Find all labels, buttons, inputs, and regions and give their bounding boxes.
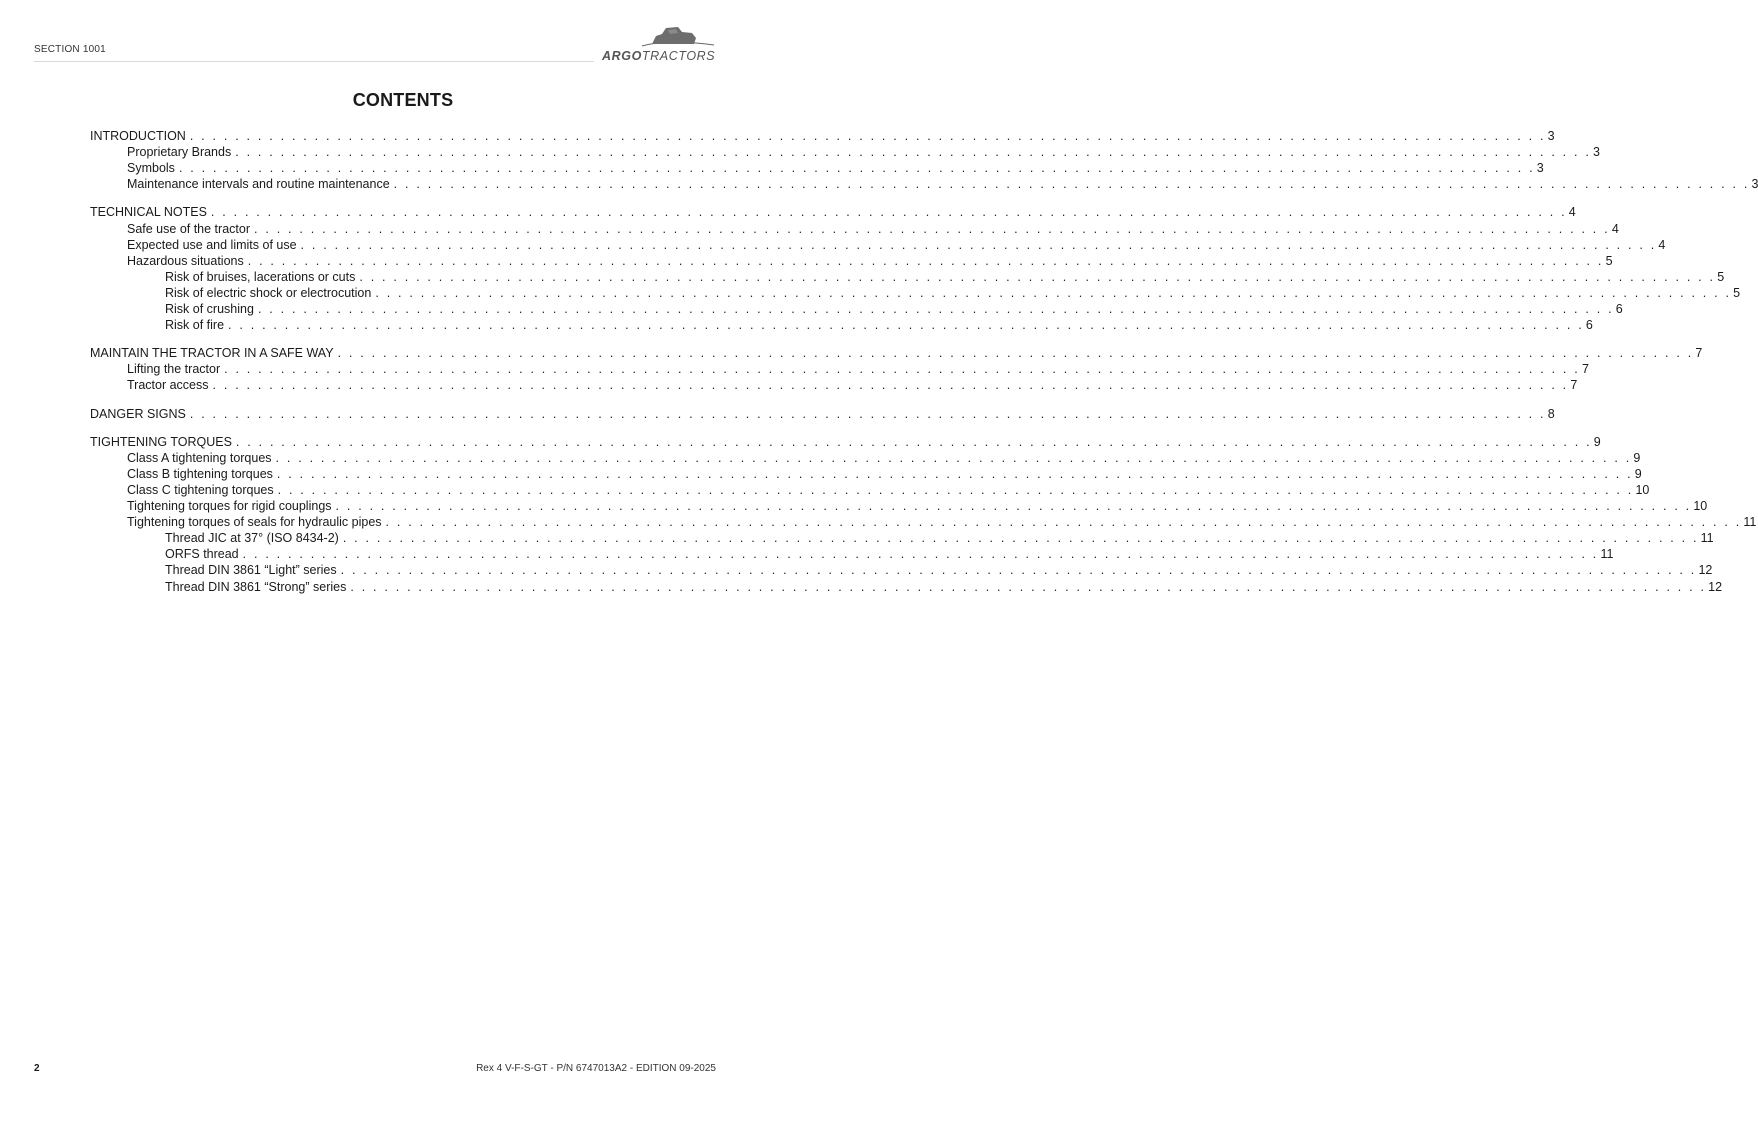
toc-entry-page: 7 bbox=[1570, 378, 1578, 393]
toc-entry-page: 8 bbox=[1547, 406, 1555, 421]
toc-entry-label: Risk of crushing bbox=[165, 302, 254, 316]
toc-entry[interactable] bbox=[165, 563, 1713, 578]
toc-leader-dots: . . . . . . . . . . . . . . . . . . . . . . . . . . . . . . . . . . . . . . . . . . . . . . . . . . . . . . . . . . . . . . . . . . . . . . . . . . . . . . . . . . . . . . . . . . . . . . . . . . . . . . . . . . . . . . . . . . . . . . . . bbox=[212, 378, 1569, 393]
toc-entry-page: 10 bbox=[1635, 482, 1650, 497]
tractor-silhouette-icon bbox=[596, 24, 720, 52]
toc-entry-label: Tightening torques for rigid couplings bbox=[127, 499, 332, 513]
toc-leader-dots: . . . . . . . . . . . . . . . . . . . . . . . . . . . . . . . . . . . . . . . . . . . . . . . . . . . . . . . . . . . . . . . . . . . . . . . . . . . . . . . . . . . . . . . . . . . . . . . . . . . . . . . . . . . . . . . . . . . . . . . . bbox=[242, 547, 1599, 562]
toc-entry[interactable] bbox=[127, 482, 1650, 498]
toc-leader-dots: . . . . . . . . . . . . . . . . . . . . . . . . . . . . . . . . . . . . . . . . . . . . . . . . . . . . . . . . . . . . . . . . . . . . . . . . . . . . . . . . . . . . . . . . . . . . . . . . . . . . . . . . . . . . . . . . . . . . . . . . bbox=[189, 129, 1546, 143]
toc-entry-label: Lifting the tractor bbox=[127, 362, 221, 377]
toc-entry-page: 7 bbox=[1581, 362, 1589, 377]
toc-entry-page: 9 bbox=[1593, 434, 1601, 449]
toc-entry-label: ORFS thread bbox=[165, 547, 239, 562]
toc-entry[interactable] bbox=[127, 237, 1666, 253]
toc-entry-label: Class A tightening torques bbox=[127, 450, 272, 465]
toc-leader-dots: . . . . . . . . . . . . . . . . . . . . . . . . . . . . . . . . . . . . . . . . . . . . . . . . . . . . . . . . . . . . . . . . . . . . . . . . . . . . . . . . . . . . . . . . . . . . . . . . . . . . . . . . . . . . . . . . . . . . . . . . bbox=[254, 221, 1610, 236]
toc-entry[interactable] bbox=[165, 579, 1723, 595]
toc-leader-dots: . . . . . . . . . . . . . . . . . . . . . . . . . . . . . . . . . . . . . . . . . . . . . . . . . . . . . . . . . . . . . . . . . . . . . . . . . . . . . . . . . . . . . . . . . . . . . . . . . . . . . . . . . . . . . . . . . . . . . . . . bbox=[385, 515, 1742, 530]
document-reference: Rex 4 V-F-S-GT - P/N 6747013A2 - EDITION 09-2025 bbox=[476, 1063, 716, 1074]
toc-leader-dots: . . . . . . . . . . . . . . . . . . . . . . . . . . . . . . . . . . . . . . . . . . . . . . . . . . . . . . . . . . . . . . . . . . . . . . . . . . . . . . . . . . . . . . . . . . . . . . . . . . . . . . . . . . . . . . . . . . . . . . . . bbox=[275, 450, 1632, 465]
toc-entry[interactable] bbox=[90, 434, 1601, 450]
toc-entry-page: 11 bbox=[1600, 547, 1614, 562]
toc-entry[interactable] bbox=[90, 129, 1555, 144]
toc-leader-dots: . . . . . . . . . . . . . . . . . . . . . . . . . . . . . . . . . . . . . . . . . . . . . . . . . . . . . . . . . . . . . . . . . . . . . . . . . . . . . . . . . . . . . . . . . . . . . . . . . . . . . . . . . . . . . . . . . . . . . . . . bbox=[276, 466, 1633, 481]
toc-entry-label: TECHNICAL NOTES bbox=[90, 205, 207, 220]
toc-leader-dots: . . . . . . . . . . . . . . . . . . . . . . . . . . . . . . . . . . . . . . . . . . . . . . . . . . . . . . . . . . . . . . . . . . . . . . . . . . . . . . . . . . . . . . . . . . . . . . . . . . . . . . . . . . . . . . . . . . . . . . . . bbox=[350, 579, 1707, 594]
toc-entry-label: DANGER SIGNS bbox=[90, 406, 186, 421]
toc-entry[interactable] bbox=[165, 269, 1725, 285]
toc-entry-page: 6 bbox=[1585, 318, 1593, 333]
toc-entry-page: 5 bbox=[1733, 285, 1741, 300]
toc-leader-dots: . . . . . . . . . . . . . . . . . . . . . . . . . . . . . . . . . . . . . . . . . . . . . . . . . . . . . . . . . . . . . . . . . . . . . . . . . . . . . . . . . . . . . . . . . . . . . . . . . . . . . . . . . . . . . . . . . . . . . . . . bbox=[337, 346, 1694, 361]
toc-leader-dots: . . . . . . . . . . . . . . . . . . . . . . . . . . . . . . . . . . . . . . . . . . . . . . . . . . . . . . . . . . . . . . . . . . . . . . . . . . . . . . . . . . . . . . . . . . . . . . . . . . . . . . . . . . . . . . . . . . . . . . . . bbox=[335, 499, 1692, 513]
toc-entry[interactable] bbox=[127, 450, 1641, 466]
toc-entry[interactable] bbox=[127, 499, 1708, 514]
toc-entry-label: Risk of electric shock or electrocution bbox=[165, 285, 372, 300]
toc-entry-page: 3 bbox=[1751, 177, 1758, 192]
toc-entry[interactable] bbox=[127, 362, 1589, 377]
logo-wordmark bbox=[602, 49, 715, 63]
section-label: SECTION 1001 bbox=[34, 44, 106, 55]
toc-entry-page: 11 bbox=[1743, 515, 1757, 530]
toc-entry-label: Maintenance intervals and routine maintenance bbox=[127, 177, 390, 192]
toc-entry[interactable] bbox=[127, 378, 1578, 393]
toc-entry-page: 3 bbox=[1536, 161, 1544, 176]
toc-entry-page: 5 bbox=[1717, 269, 1725, 284]
toc-entry[interactable] bbox=[165, 302, 1623, 317]
toc-entry-label: Tractor access bbox=[127, 378, 209, 393]
logo-wordmark-light: TRACTORS bbox=[641, 49, 716, 63]
toc-entry-label: Hazardous situations bbox=[127, 253, 244, 268]
toc-leader-dots: . . . . . . . . . . . . . . . . . . . . . . . . . . . . . . . . . . . . . . . . . . . . . . . . . . . . . . . . . . . . . . . . . . . . . . . . . . . . . . . . . . . . . . . . . . . . . . . . . . . . . . . . . . . . . . . . . . . . . . . . bbox=[359, 269, 1716, 284]
page-title: CONTENTS bbox=[352, 90, 454, 110]
toc-entry-label: Proprietary Brands bbox=[127, 145, 232, 160]
toc-leader-dots: . . . . . . . . . . . . . . . . . . . . . . . . . . . . . . . . . . . . . . . . . . . . . . . . . . . . . . . . . . . . . . . . . . . . . . . . . . . . . . . . . . . . . . . . . . . . . . . . . . . . . . . . . . . . . . . . . . . . . . . . bbox=[393, 177, 1750, 192]
toc-entry-page: 4 bbox=[1611, 221, 1619, 236]
toc-entry[interactable] bbox=[127, 177, 1758, 192]
toc-entry[interactable] bbox=[90, 346, 1703, 361]
toc-entry[interactable] bbox=[165, 285, 1741, 301]
toc-leader-dots: . . . . . . . . . . . . . . . . . . . . . . . . . . . . . . . . . . . . . . . . . . . . . . . . . . . . . . . . . . . . . . . . . . . . . . . . . . . . . . . . . . . . . . . . . . . . . . . . . . . . . . . . . . . . . . . . . . . . . . . . bbox=[300, 237, 1657, 252]
toc-entry[interactable] bbox=[127, 145, 1600, 160]
toc-entry-page: 9 bbox=[1633, 450, 1641, 465]
toc-entry-page: 3 bbox=[1547, 129, 1555, 143]
toc-entry[interactable] bbox=[127, 466, 1642, 482]
toc-entry-page: 4 bbox=[1568, 205, 1576, 220]
toc-entry-label: INTRODUCTION bbox=[90, 129, 186, 143]
toc-leader-dots: . . . . . . . . . . . . . . . . . . . . . . . . . . . . . . . . . . . . . . . . . . . . . . . . . . . . . . . . . . . . . . . . . . . . . . . . . . . . . . . . . . . . . . . . . . . . . . . . . . . . . . . . . . . . . . . . . . . . . . . . bbox=[210, 205, 1567, 220]
toc-entry-page: 12 bbox=[1698, 563, 1713, 578]
toc-entry-label: Risk of bruises, lacerations or cuts bbox=[165, 269, 356, 284]
logo-wordmark-bold: ARGO bbox=[602, 49, 642, 63]
toc-entry[interactable] bbox=[90, 205, 1576, 220]
toc-entry-label: Thread DIN 3861 “Strong” series bbox=[165, 579, 347, 594]
page-number: 2 bbox=[34, 1063, 40, 1074]
toc-entry[interactable] bbox=[127, 161, 1544, 176]
toc-entry[interactable] bbox=[127, 253, 1613, 269]
toc-entry-label: Tightening torques of seals for hydraulic pipes bbox=[127, 515, 382, 530]
toc-entry-label: Safe use of the tractor bbox=[127, 221, 250, 236]
toc-entry-page: 10 bbox=[1693, 499, 1708, 513]
toc-entry[interactable] bbox=[127, 221, 1619, 237]
toc-entry-label: Class B tightening torques bbox=[127, 466, 273, 481]
header-divider bbox=[34, 61, 594, 62]
toc-entry-page: 5 bbox=[1605, 253, 1613, 268]
toc-entry-label: Expected use and limits of use bbox=[127, 237, 297, 252]
toc-entry-label: Class C tightening torques bbox=[127, 482, 274, 497]
toc-entry[interactable] bbox=[90, 406, 1555, 422]
toc-leader-dots: . . . . . . . . . . . . . . . . . . . . . . . . . . . . . . . . . . . . . . . . . . . . . . . . . . . . . . . . . . . . . . . . . . . . . . . . . . . . . . . . . . . . . . . . . . . . . . . . . . . . . . . . . . . . . . . . . . . . . . . . bbox=[224, 362, 1580, 377]
toc-entry-page: 7 bbox=[1695, 346, 1703, 361]
toc-leader-dots: . . . . . . . . . . . . . . . . . . . . . . . . . . . . . . . . . . . . . . . . . . . . . . . . . . . . . . . . . . . . . . . . . . . . . . . . . . . . . . . . . . . . . . . . . . . . . . . . . . . . . . . . . . . . . . . . . . . . . . . . bbox=[342, 531, 1699, 546]
toc-entry-label: TIGHTENING TORQUES bbox=[90, 434, 232, 449]
toc-entry-label: MAINTAIN THE TRACTOR IN A SAFE WAY bbox=[90, 346, 334, 361]
argo-tractors-logo bbox=[596, 24, 720, 66]
toc-entry[interactable] bbox=[165, 531, 1714, 546]
toc-entry-page: 4 bbox=[1658, 237, 1666, 252]
toc-leader-dots: . . . . . . . . . . . . . . . . . . . . . . . . . . . . . . . . . . . . . . . . . . . . . . . . . . . . . . . . . . . . . . . . . . . . . . . . . . . . . . . . . . . . . . . . . . . . . . . . . . . . . . . . . . . . . . . . . . . . . . . . bbox=[247, 253, 1604, 268]
toc-entry[interactable] bbox=[165, 318, 1593, 333]
toc-entry-label: Thread JIC at 37° (ISO 8434-2) bbox=[165, 531, 339, 546]
toc-leader-dots: . . . . . . . . . . . . . . . . . . . . . . . . . . . . . . . . . . . . . . . . . . . . . . . . . . . . . . . . . . . . . . . . . . . . . . . . . . . . . . . . . . . . . . . . . . . . . . . . . . . . . . . . . . . . . . . . . . . . . . . . bbox=[277, 482, 1634, 497]
toc-entry-page: 6 bbox=[1615, 302, 1623, 316]
toc-entry-page: 11 bbox=[1700, 531, 1714, 546]
toc-entry-page: 3 bbox=[1593, 145, 1600, 160]
toc-leader-dots: . . . . . . . . . . . . . . . . . . . . . . . . . . . . . . . . . . . . . . . . . . . . . . . . . . . . . . . . . . . . . . . . . . . . . . . . . . . . . . . . . . . . . . . . . . . . . . . . . . . . . . . . . . . . . . . . . . . . . . . . bbox=[228, 318, 1584, 333]
toc-entry[interactable] bbox=[127, 515, 1757, 530]
toc-leader-dots: . . . . . . . . . . . . . . . . . . . . . . . . . . . . . . . . . . . . . . . . . . . . . . . . . . . . . . . . . . . . . . . . . . . . . . . . . . . . . . . . . . . . . . . . . . . . . . . . . . . . . . . . . . . . . . . . . . . . . . . . bbox=[189, 406, 1546, 421]
toc-leader-dots: . . . . . . . . . . . . . . . . . . . . . . . . . . . . . . . . . . . . . . . . . . . . . . . . . . . . . . . . . . . . . . . . . . . . . . . . . . . . . . . . . . . . . . . . . . . . . . . . . . . . . . . . . . . . . . . . . . . . . . . . bbox=[235, 145, 1592, 160]
toc-leader-dots: . . . . . . . . . . . . . . . . . . . . . . . . . . . . . . . . . . . . . . . . . . . . . . . . . . . . . . . . . . . . . . . . . . . . . . . . . . . . . . . . . . . . . . . . . . . . . . . . . . . . . . . . . . . . . . . . . . . . . . . . bbox=[375, 285, 1732, 300]
toc-entry-label: Risk of fire bbox=[165, 318, 225, 333]
toc-leader-dots: . . . . . . . . . . . . . . . . . . . . . . . . . . . . . . . . . . . . . . . . . . . . . . . . . . . . . . . . . . . . . . . . . . . . . . . . . . . . . . . . . . . . . . . . . . . . . . . . . . . . . . . . . . . . . . . . . . . . . . . . bbox=[178, 161, 1535, 176]
toc-leader-dots: . . . . . . . . . . . . . . . . . . . . . . . . . . . . . . . . . . . . . . . . . . . . . . . . . . . . . . . . . . . . . . . . . . . . . . . . . . . . . . . . . . . . . . . . . . . . . . . . . . . . . . . . . . . . . . . . . . . . . . . . bbox=[340, 563, 1697, 578]
toc-entry-page: 12 bbox=[1708, 579, 1723, 594]
toc-entry-label: Symbols bbox=[127, 161, 175, 176]
toc-leader-dots: . . . . . . . . . . . . . . . . . . . . . . . . . . . . . . . . . . . . . . . . . . . . . . . . . . . . . . . . . . . . . . . . . . . . . . . . . . . . . . . . . . . . . . . . . . . . . . . . . . . . . . . . . . . . . . . . . . . . . . . . bbox=[257, 302, 1614, 316]
toc-entry[interactable] bbox=[165, 547, 1614, 562]
toc-entry-label: Thread DIN 3861 “Light” series bbox=[165, 563, 337, 578]
toc-leader-dots: . . . . . . . . . . . . . . . . . . . . . . . . . . . . . . . . . . . . . . . . . . . . . . . . . . . . . . . . . . . . . . . . . . . . . . . . . . . . . . . . . . . . . . . . . . . . . . . . . . . . . . . . . . . . . . . . . . . . . . . . bbox=[235, 434, 1592, 449]
toc-entry-page: 9 bbox=[1634, 466, 1642, 481]
